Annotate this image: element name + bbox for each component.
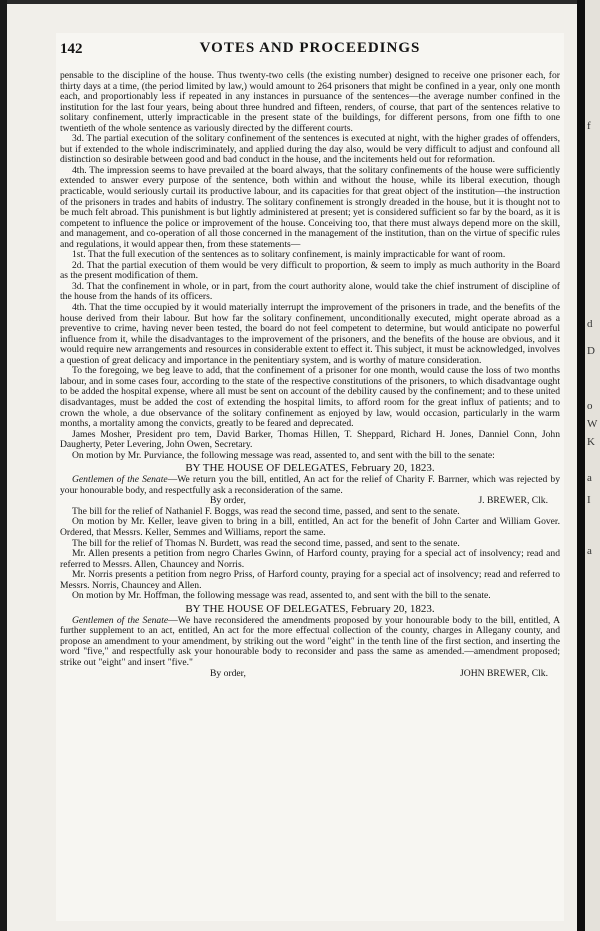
scan-border-top: [0, 0, 600, 4]
document-page: [56, 33, 564, 921]
page-header: [56, 39, 564, 63]
message-closing: [60, 669, 560, 680]
margin-letter: W: [587, 418, 598, 430]
by-order: By order,: [210, 495, 246, 507]
by-order: By order,: [210, 667, 246, 679]
running-head: VOTES AND PROCEEDINGS: [199, 40, 421, 56]
signatories: James Mosher, President pro tem, David Barker, Thomas Hillen, T. Sheppard, Richard H. Jones, Danniel Conn, John Daugherty, Peter Levering, John Owen, Secretary.: [60, 428, 560, 451]
margin-letter: D: [587, 345, 595, 357]
scan-border-left: [0, 0, 7, 931]
paragraph: 3d. That the confinement in whole, or in part, from the court authority alone, would take the chief instrument of discipline of the house from the hands of its officers.: [60, 280, 560, 303]
scan-gutter: [577, 0, 585, 931]
senate-message: [60, 616, 560, 669]
paragraph: 4th. The impression seems to have prevailed at the board always, that the solitary confinements of the house were sufficiently extended to answer every purpose of the sentence, both within and without the house, while its liberal execution, though practicable, would seriously curtail its productive labour, and its capacities for that great object of the institution—the instruction of the prisoners in trades and habits of industry. The solitary confinement is strongly dreaded in the house, but it is thought not to be much felt abroad. This punishment is but lightly administered at present; yet is considered sufficient so far by the board, as it is competent to influence the police or improvement of the house. Conceiving too, that there must always depend more on the skill, and management, and co-operation of all those concerned in the management of the institution, than on the virtue of specific rules and regulations, it would appear then, from these statements—: [60, 164, 560, 250]
senate-message: [60, 475, 560, 496]
margin-letter: a: [587, 545, 592, 557]
margin-letter: f: [587, 120, 591, 132]
paragraph: The bill for the relief of Thomas N. Burdett, was read the second time, passed, and sent to the senate.: [72, 537, 460, 549]
paragraph: pensable to the discipline of the house. Thus twenty-two cells (the existing number) designed to receive one prisoner each, for thirty days at a time, (the period limited by law,) would amount to 264 prisoners that might be confined in a year, only one month each, and proportionably less if repeated in any instances in pursuance of the sentences—the average number confined in the institution for the last four years, being about three hundred and fifteen, renders, of course, that part of the sentences relative to solitary confinement, utterly impracticable in the present state of the buildings, for different persons, from one fifth to one twentieth of the whole sentence as variously directed by the different courts.: [60, 70, 560, 134]
body-text: [60, 71, 560, 679]
house-heading: BY THE HOUSE OF DELEGATES, February 20, 1823.: [185, 602, 435, 615]
salutation: Gentlemen of the Senate: [72, 614, 169, 626]
paragraph: Mr. Norris presents a petition from negro Priss, of Harford county, praying for a special act of insolvency; read and referred to Messrs. Norris, Chauncey and Allen.: [60, 569, 560, 591]
margin-letter: a: [587, 472, 592, 484]
paragraph: To the foregoing, we beg leave to add, that the confinement of a prisoner for one month, would cause the loss of two months labour, and in some cases four, according to the state of the respective constitutions of the prisoners, to which disadvantage ought to be added the hospital expense, where all must be sent on account of the debility caused by the confinement; and to these united disadvantages, must be added the cost of extending the hospital limits, to afford room for the great influx of patients; and to crown the whole, a due observance of the solitary confinement as enjoyed by law, would occasion, particularly in the warm months, a mortality among the convicts, greatly to be feared and deprecated.: [60, 365, 560, 430]
house-heading: BY THE HOUSE OF DELEGATES, February 20, 1823.: [185, 462, 435, 475]
adjacent-page-edge: [585, 0, 600, 931]
margin-letter: d: [587, 318, 593, 330]
message-body: —We have reconsidered the amendments proposed by your honourable body to the bill, entitled, A further supplement to an act, entitled, An act for the more effectual collection of the county, charges in Allegany county, and propose an amendment to your amendment, by striking out the word "eight" in the tenth line of the first section, and inserting the word "five," and respectfully ask your honourable body to reconsider and pass the same as amended.—amendment proposed; strike out "eight" and insert "five.": [60, 614, 560, 668]
paragraph: Mr. Allen presents a petition from negro Charles Gwinn, of Harford county, praying for a special act of insolvency; read and referred to Messrs. Allen, Chauncey and Norris.: [60, 548, 560, 570]
clerk-signature: JOHN BREWER, Clk.: [460, 667, 548, 679]
margin-letter: K: [587, 436, 595, 448]
page-number: 142: [60, 41, 83, 57]
paragraph: On motion by Mr. Keller, leave given to bring in a bill, entitled, An act for the benefit of John Carter and William Gover. Ordered, that Messrs. Keller, Semmes and Williams, report the same.: [60, 516, 560, 538]
paragraph: On motion by Mr. Purviance, the following message was read, assented to, and sent with the bill to the senate:: [72, 449, 495, 461]
paragraph: 1st. That the full execution of the sentences as to solitary confinement, is mainly impracticable for want of room.: [72, 249, 506, 261]
paragraph: 2d. That the partial execution of them would be very difficult to proportion, & seem to imply as much authority in the Board as the present modification of them.: [60, 259, 560, 282]
margin-letter: I: [587, 494, 591, 506]
paragraph: On motion by Mr. Hoffman, the following message was read, assented to, and sent with the bill to the senate.: [72, 590, 491, 602]
paragraph: 4th. That the time occupied by it would materially interrupt the improvement of the prisoners in trade, and the benefits of the house derived from their labour. But how far the solitary confinement, unconditionally executed, might operate abroad as a preventive to crime, having never been tested, the board do not feel competent to determine, but would anticipate no powerful influence from it, while the disadvantages to the improvement of the prisoners, and the benefits of the house are obvious, and it would require new arrangements and resources in considerable extent to effect it. This subject, it must be acknowledged, involves a question of great delicacy and importance in the penitentiary system, and is worthy of mature consideration.: [60, 302, 560, 366]
message-body: —We return you the bill, entitled, An act for the relief of Charity F. Barrner, which was rejected by your honourable body, and respectfully ask a reconsideration of the same.: [60, 474, 560, 496]
margin-letter: o: [587, 400, 593, 412]
clerk-signature: J. BREWER, Clk.: [478, 495, 548, 507]
paragraph: The bill for the relief of Nathaniel F. Boggs, was read the second time, passed, and sent to the senate.: [72, 505, 460, 517]
paragraph: 3d. The partial execution of the solitary confinement of the sentences is executed at night, with the higher grades of offenders, but if extended to the whole indiscriminately, and applied during the day also, would be very difficult to adjust and confound all distinction so desirable between good and bad conduct in the house, and the incitements held out for reformation.: [60, 133, 560, 166]
salutation: Gentlemen of the Senate: [72, 474, 168, 486]
